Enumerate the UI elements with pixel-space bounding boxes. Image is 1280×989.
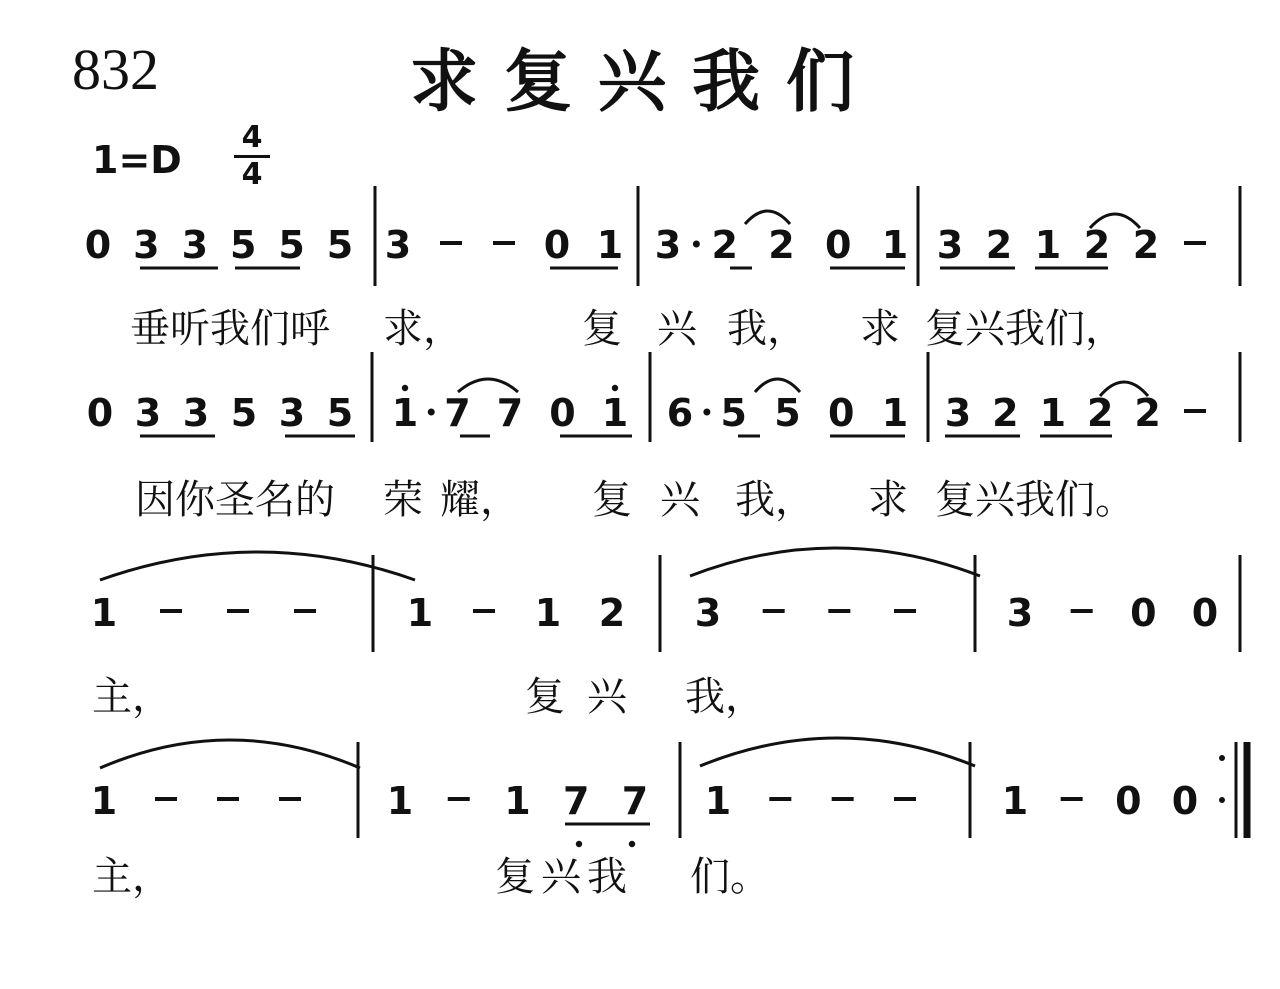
note-digit: 7 <box>563 779 590 823</box>
note-digit: 1 <box>1034 223 1062 267</box>
note-digit: 2 <box>1086 391 1114 435</box>
note-digit: 7 <box>621 779 649 823</box>
augmentation-dot <box>428 409 435 416</box>
lyric: 荣 <box>383 477 423 523</box>
note-digit: 3 <box>654 223 682 267</box>
lyric: 复 <box>582 306 622 352</box>
lyric: 因你圣名的 <box>135 477 335 523</box>
hymn-number: 832 <box>72 37 159 102</box>
note-digit: 1 <box>601 391 629 435</box>
note-digit: 1 <box>1001 779 1029 823</box>
note-digit: 1 <box>504 779 531 823</box>
note-digit: 5 <box>720 391 747 435</box>
lyric: 复 <box>592 477 632 523</box>
note-digit: 5 <box>229 223 257 267</box>
slur-arc <box>690 548 980 576</box>
note-digit: 1 <box>881 223 909 267</box>
note-digit: 1 <box>704 779 732 823</box>
note-digit: 2 <box>1132 223 1160 267</box>
lyric: 求 <box>868 477 908 523</box>
note-digit: 2 <box>598 591 626 635</box>
lyric: 耀， <box>440 477 520 523</box>
note-digit: 1 <box>391 391 419 435</box>
high-octave-dot <box>402 385 408 391</box>
slur-arc <box>700 738 975 766</box>
note-digit: 2 <box>768 223 795 267</box>
note-digit: 1 <box>1039 391 1067 435</box>
note-digit: 7 <box>444 391 471 435</box>
note-digit: 3 <box>936 223 964 267</box>
note-digit: 0 <box>1191 591 1219 635</box>
note-digit: 0 <box>86 391 114 435</box>
note-digit: 1 <box>406 591 434 635</box>
note-digit: 3 <box>134 391 162 435</box>
note-digit: 5 <box>774 391 801 435</box>
note-digit: 2 <box>1134 391 1161 435</box>
note-digit: 5 <box>326 391 354 435</box>
note-digit: 3 <box>133 223 160 267</box>
augmentation-dot <box>703 409 710 416</box>
note-digit: 3 <box>1006 591 1034 635</box>
lyric: 主， <box>92 854 172 900</box>
note-digit: 1 <box>90 779 118 823</box>
note-digit: 1 <box>596 223 624 267</box>
augmentation-dot <box>693 241 700 248</box>
hymn-title: 求复兴我们 <box>410 43 881 122</box>
lyric: 求， <box>383 306 463 352</box>
note-digit: 2 <box>711 223 738 267</box>
note-digit: 3 <box>278 391 306 435</box>
lyric: 垂听我们呼 <box>130 306 330 352</box>
note-digit: 5 <box>326 223 354 267</box>
note-digit: 0 <box>1115 779 1142 823</box>
note-digit: 2 <box>992 391 1019 435</box>
note-digit: 5 <box>230 391 258 435</box>
repeat-dot <box>1219 797 1225 803</box>
note-digit: 0 <box>828 391 855 435</box>
note-digit: 1 <box>386 779 414 823</box>
lyric: 复兴我们。 <box>935 477 1135 523</box>
lyric: 我， <box>727 306 807 352</box>
lyric: 复兴我们， <box>925 306 1125 352</box>
note-digit: 1 <box>881 391 909 435</box>
lyric: 兴 <box>657 306 697 352</box>
lyric: 求 <box>860 306 900 352</box>
note-digit: 1 <box>534 591 562 635</box>
note-digit: 0 <box>1130 591 1157 635</box>
slur-arc <box>100 552 415 580</box>
note-digit: 2 <box>985 223 1013 267</box>
note-digit: 3 <box>694 591 722 635</box>
note-digit: 0 <box>549 391 576 435</box>
lyric: 兴 <box>660 477 700 523</box>
lyric: 主， <box>92 674 172 720</box>
slur-arc <box>100 740 360 768</box>
high-octave-dot <box>612 385 618 391</box>
note-digit: 0 <box>1171 779 1199 823</box>
time-signature-top: 4 <box>241 120 263 155</box>
note-digit: 3 <box>182 391 210 435</box>
note-digit: 3 <box>944 391 972 435</box>
note-digit: 0 <box>825 223 852 267</box>
note-digit: 7 <box>496 391 524 435</box>
lyric: 复兴 <box>525 674 649 720</box>
time-signature-bottom: 4 <box>241 157 263 192</box>
note-digit: 0 <box>543 223 571 267</box>
note-digit: 3 <box>384 223 412 267</box>
note-digit: 0 <box>84 223 112 267</box>
note-digit: 3 <box>181 223 209 267</box>
lyric: 我， <box>685 674 765 720</box>
note-digit: 5 <box>278 223 305 267</box>
note-digit: 6 <box>666 391 694 435</box>
lyric: 们。 <box>690 854 770 900</box>
key-signature: 1=D <box>92 138 182 182</box>
note-digit: 2 <box>1083 223 1111 267</box>
note-digit: 1 <box>90 591 118 635</box>
lyric: 复兴我 <box>495 854 633 900</box>
lyric: 我， <box>735 477 815 523</box>
repeat-dot <box>1219 755 1225 761</box>
